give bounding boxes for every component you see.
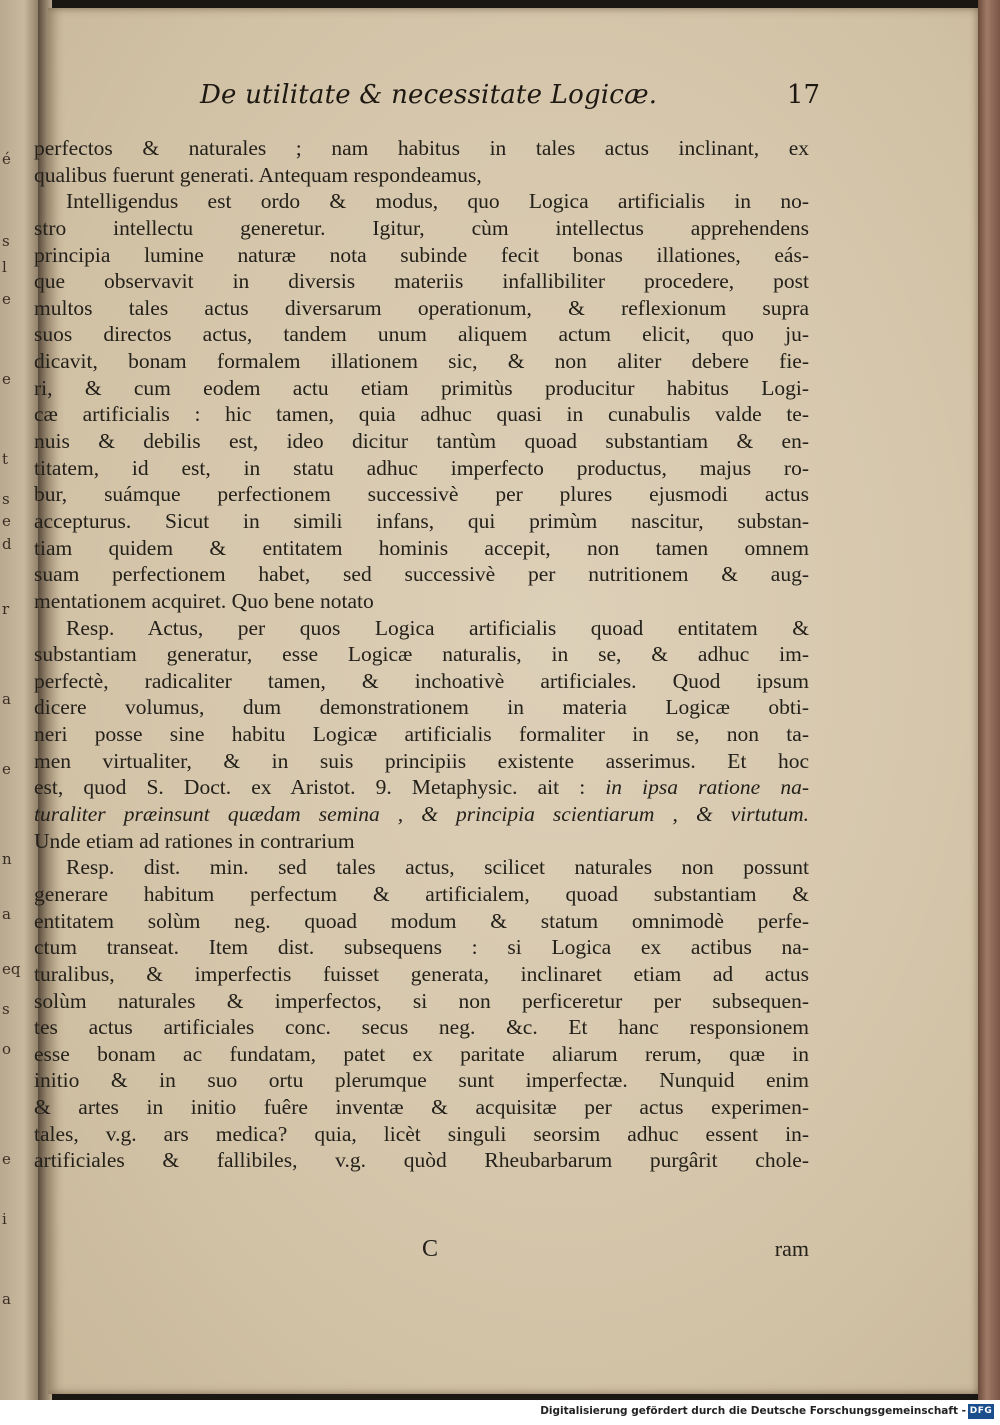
facing-page-fragment: e	[2, 370, 11, 388]
text-line: stro intellectu generetur. Igitur, cùm intellectus apprehendens	[34, 215, 809, 240]
text-line: men virtualiter, & in suis principiis existente asserimus. Et hoc	[34, 748, 809, 773]
facing-page-fragment: a	[2, 1290, 11, 1308]
text-line-italic	[34, 801, 809, 828]
text-line: & artes in initio fuêre inventæ & acquisitæ per actus experimen-	[34, 1095, 809, 1120]
text-line: neri posse sine habitu Logicæ artificialis formaliter in se, non ta-	[34, 722, 809, 747]
text-line: Intelligendus est ordo & modus, quo Logica artificialis in no-	[66, 189, 809, 214]
text-line: perfectè, radicaliter tamen, & inchoativè artificiales. Quod ipsum	[34, 668, 809, 693]
italic-quotation: in ipsa ratione na-	[605, 775, 809, 800]
text-line: suos directos actus, tandem unum aliquem actum elicit, quo ju-	[34, 322, 809, 347]
signature-mark: C	[422, 1236, 439, 1262]
text-line: ctum transeat. Item dist. subsequens : si Logica ex actibus na-	[34, 935, 809, 960]
text-line: multos tales actus diversarum operationum, & reflexionum supra	[34, 295, 809, 320]
text-line: substantiam generatur, esse Logicæ naturalis, in se, & adhuc im-	[34, 642, 809, 667]
text-line: tales, v.g. ars medica? quia, licèt singuli seorsim adhuc essent in-	[34, 1121, 809, 1146]
page-foot	[34, 1236, 809, 1266]
text-line: que observavit in diversis materiis infallibiliter procedere, post	[34, 269, 809, 294]
text-line: generare habitum perfectum & artificialem, quoad substantiam &	[34, 881, 809, 906]
text-line: turalibus, & imperfectis fuisset generata, inclinaret etiam ad actus	[34, 961, 809, 986]
text-line: solùm naturales & imperfectos, si non perficeretur per subsequen-	[34, 988, 809, 1013]
text-line: accepturus. Sicut in simili infans, qui primùm nascitur, substan-	[34, 508, 809, 533]
facing-page-fragment: d	[2, 535, 12, 553]
text-line: tes actus artificiales conc. secus neg. &c. Et hanc responsionem	[34, 1015, 809, 1040]
facing-page-fragment: eq	[2, 960, 21, 978]
facing-page-fragment: n	[2, 850, 12, 868]
text-line: dicere volumus, dum demonstrationem in materia Logicæ obti-	[34, 695, 809, 720]
dfg-logo: DFG	[968, 1404, 994, 1419]
text-line: titatem, id est, in statu adhuc imperfecto productus, majus ro-	[34, 455, 809, 480]
text-line: esse bonam ac fundatam, patet ex paritate aliarum rerum, quæ in	[34, 1041, 809, 1066]
text-line: nuis & debilis est, ideo dicitur tantùm quoad substantiam & en-	[34, 429, 809, 454]
text-line: perfectos & naturales ; nam habitus in tales actus inclinant, ex	[34, 136, 809, 160]
text-line: Unde etiam ad rationes in contrarium	[34, 828, 355, 853]
running-head-title: De utilitate & necessitate Logicæ.	[200, 80, 658, 110]
facing-page-fragment: e	[2, 290, 11, 308]
text-line: bur, suámque perfectionem successivè per plures ejusmodi actus	[34, 482, 809, 507]
catchword: ram	[774, 1236, 809, 1261]
funding-credit: Digitalisierung gefördert durch die Deutsche Forschungsgemeinschaft -	[540, 1405, 966, 1417]
facing-page-fragment: a	[2, 690, 11, 708]
text-line	[34, 774, 809, 801]
facing-page-fragment: a	[2, 905, 11, 923]
facing-page-fragment: e	[2, 1150, 11, 1168]
facing-page-fragment: e	[2, 512, 11, 530]
facing-page-fragment: i	[2, 1210, 7, 1228]
text-line-start: est, quod S. Doct. ex Aristot. 9. Metaphysic. ait :	[34, 775, 586, 800]
text-line: entitatem solùm neg. quoad modum & statum omnimodè perfe-	[34, 908, 809, 933]
text-line: mentationem acquiret. Quo bene notato	[34, 588, 374, 613]
facing-page-fragment: r	[2, 600, 10, 618]
text-line: cæ artificialis : hic tamen, quia adhuc quasi in cunabulis valde te-	[34, 402, 809, 427]
text-line: dicavit, bonam formalem illationem sic, & non aliter debere fie-	[34, 349, 809, 374]
text-line: Resp. dist. min. sed tales actus, scilicet naturales non possunt	[66, 855, 809, 880]
body-text	[34, 135, 809, 1174]
text-line: tiam quidem & entitatem hominis accepit, non tamen omnem	[34, 535, 809, 560]
text-line: qualibus fuerunt generati. Antequam respondeamus,	[34, 162, 482, 187]
facing-page-fragment: t	[2, 450, 9, 468]
page-edge	[978, 0, 1000, 1400]
facing-page-fragment: s	[2, 1000, 10, 1018]
facing-page-fragment: s	[2, 232, 10, 250]
page-number: 17	[786, 80, 820, 110]
digitization-footer	[0, 1400, 1000, 1425]
text-line: artificiales & fallibiles, v.g. quòd Rheubarbarum purgârit chole-	[34, 1148, 809, 1173]
text-line: initio & in suo ortu plerumque sunt imperfectæ. Nunquid enim	[34, 1068, 809, 1093]
running-head	[200, 80, 820, 116]
text-line: principia lumine naturæ nota subinde fecit bonas illationes, eás-	[34, 242, 809, 267]
facing-page-fragment: l	[2, 258, 7, 276]
facing-page-fragment: s	[2, 490, 10, 508]
text-line: Resp. Actus, per quos Logica artificialis quoad entitatem &	[66, 615, 809, 640]
facing-page-fragment: o	[2, 1040, 12, 1058]
italic-quotation-cont: turaliter præinsunt quædam semina , & principia scientiarum , & virtutum.	[34, 802, 809, 827]
facing-page-fragment: e	[2, 760, 11, 778]
facing-page-fragment: é	[2, 150, 11, 168]
text-line: suam perfectionem habet, sed successivè per nutritionem & aug-	[34, 562, 809, 587]
text-line: ri, & cum eodem actu etiam primitùs producitur habitus Logi-	[34, 375, 809, 400]
